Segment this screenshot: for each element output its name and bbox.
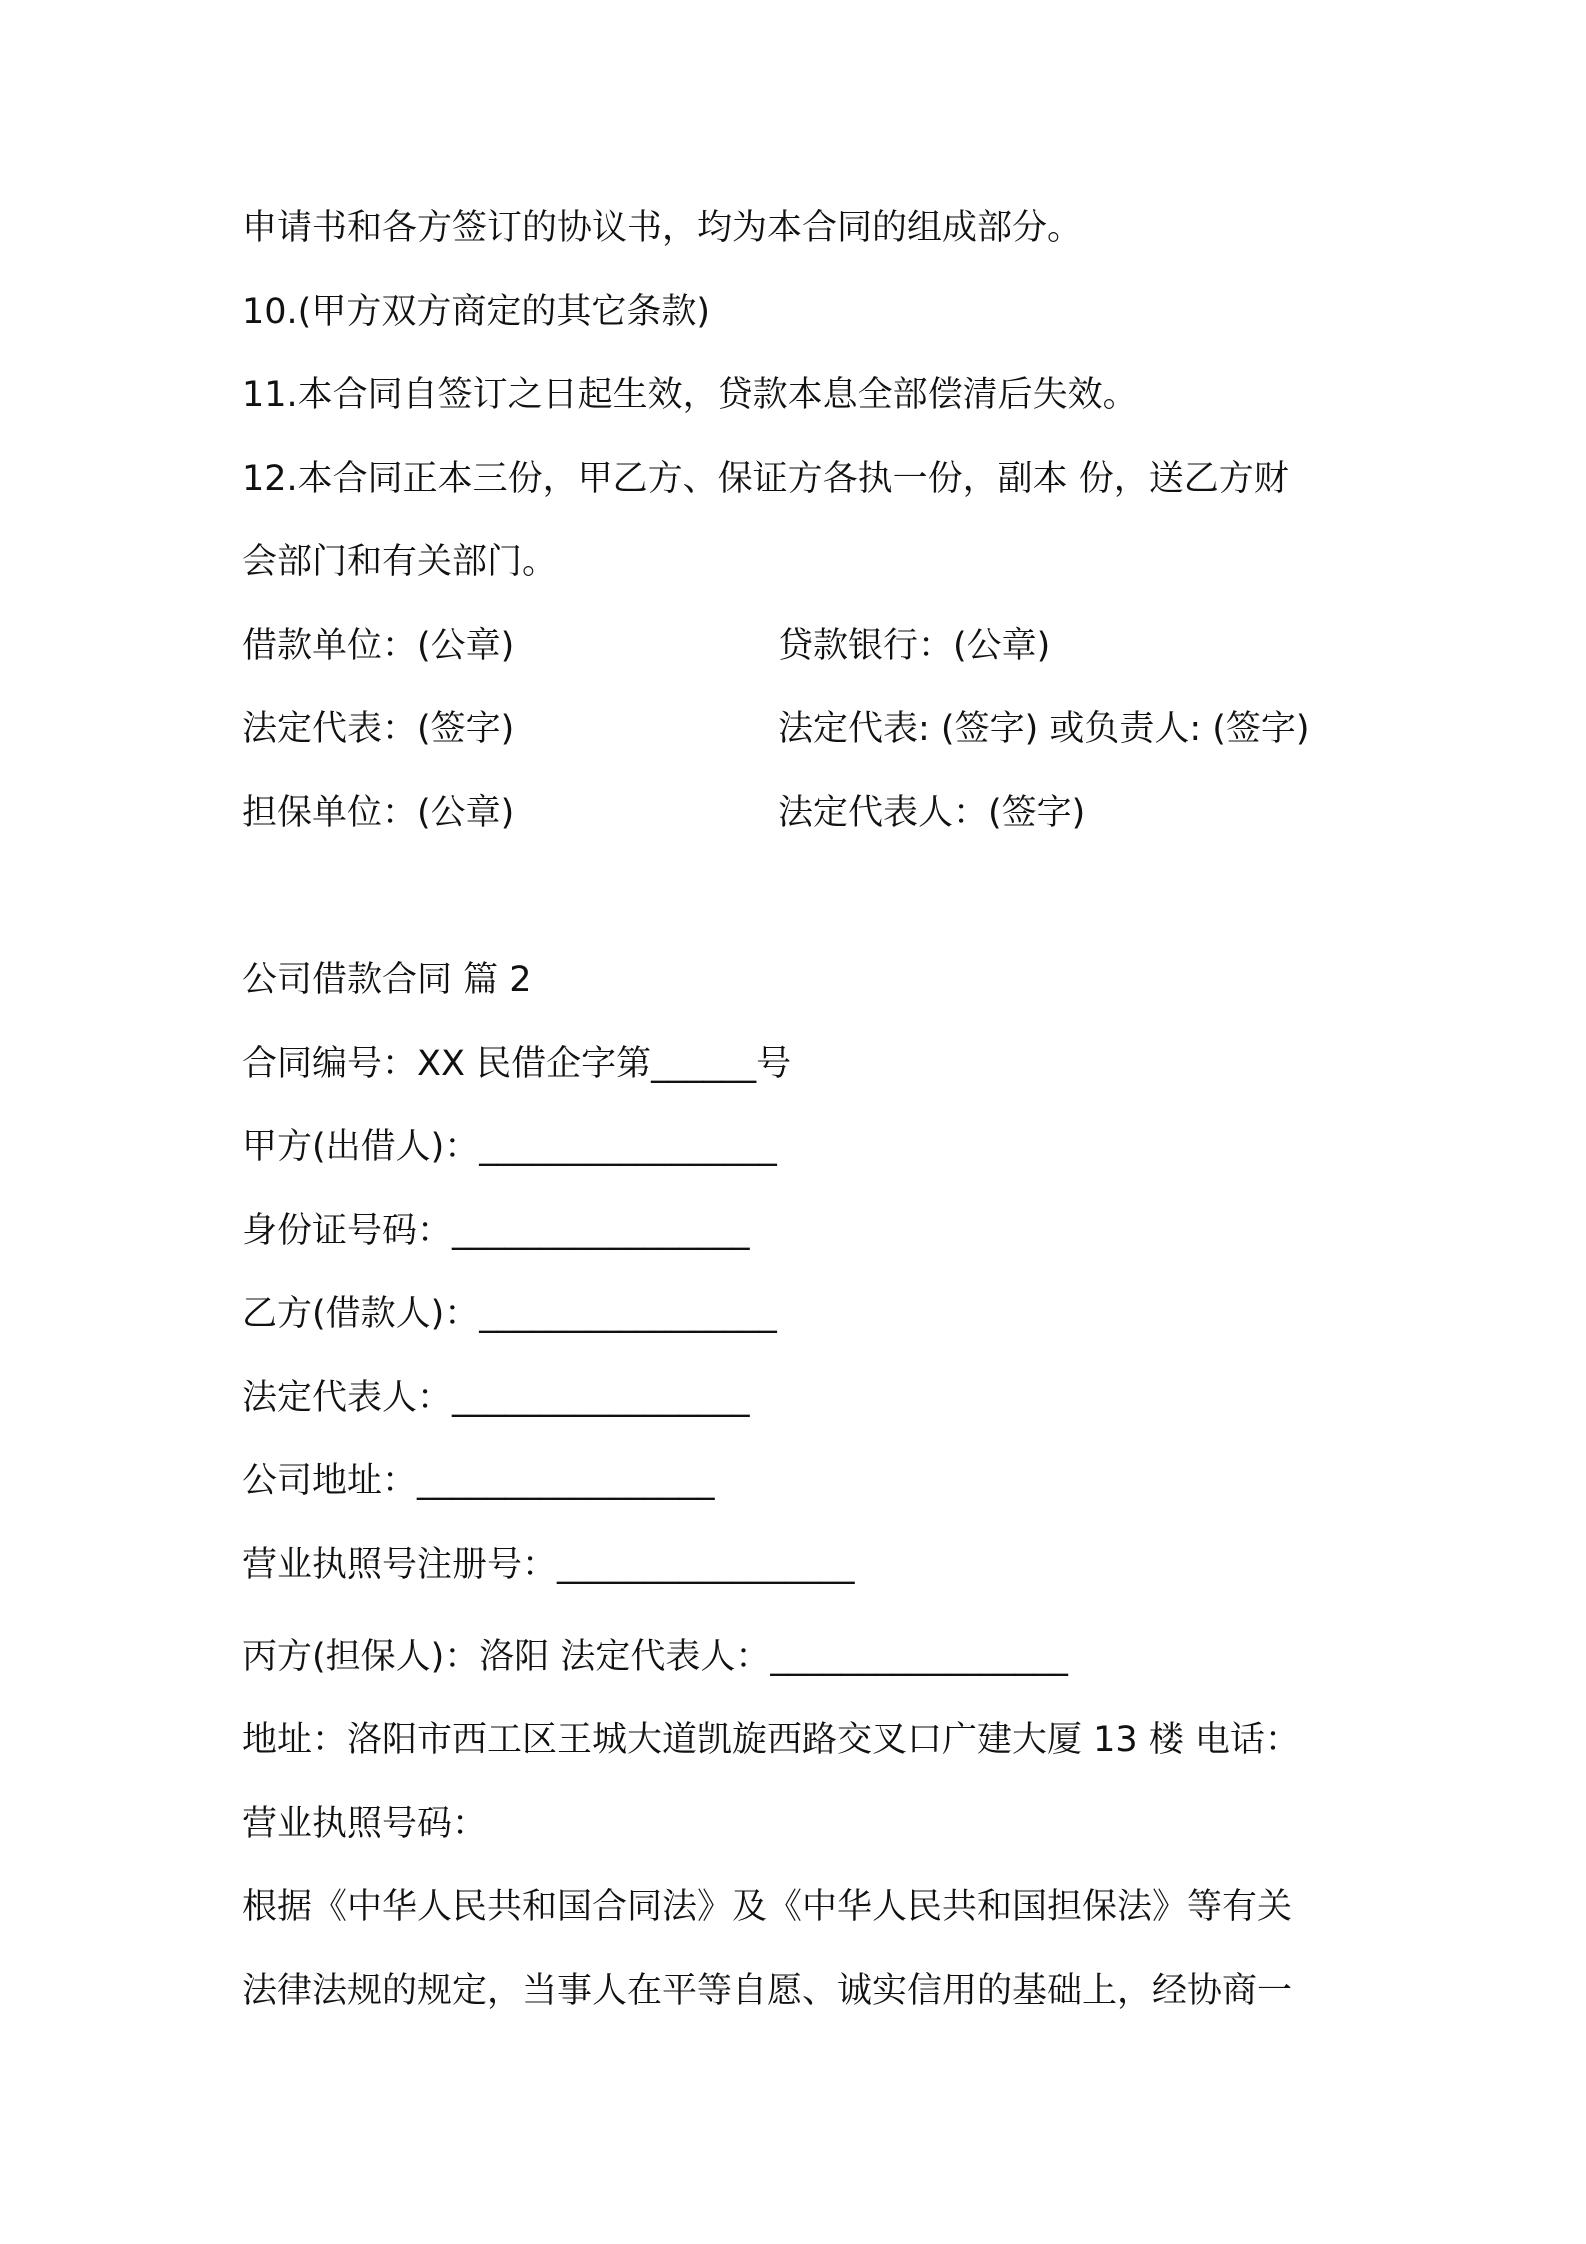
preamble-line-2: 法律法规的规定，当事人在平等自愿、诚实信用的基础上，经协商一 <box>242 1971 1293 2011</box>
legal-rep-signature-left: 法定代表：(签字) <box>242 709 515 749</box>
legal-representative: 法定代表人：_________________ <box>242 1378 750 1418</box>
party-a-lender: 甲方(出借人)：_________________ <box>242 1127 777 1167</box>
company-address: 公司地址：_________________ <box>242 1461 715 1501</box>
clause-11: 11.本合同自签订之日起生效，贷款本息全部偿清后失效。 <box>242 375 1138 415</box>
party-b-borrower: 乙方(借款人)：_________________ <box>242 1294 777 1334</box>
lending-bank-seal: 贷款银行：(公章) <box>778 626 1051 666</box>
business-license-registration: 营业执照号注册号：_________________ <box>242 1545 855 1585</box>
clause-12-line-1: 12.本合同正本三份，甲乙方、保证方各执一份，副本 份，送乙方财 <box>242 459 1289 499</box>
party-c-guarantor: 丙方(担保人)：洛阳 法定代表人：_________________ <box>242 1637 1068 1677</box>
contract-number: 合同编号：XX 民借企字第______号 <box>242 1044 792 1084</box>
borrower-unit-seal: 借款单位：(公章) <box>242 626 515 666</box>
guarantor-unit-seal: 担保单位：(公章) <box>242 793 515 833</box>
legal-rep-signature-right: 法定代表: (签字) 或负责人: (签字) <box>778 709 1310 749</box>
section-title: 公司借款合同 篇 2 <box>242 960 532 1000</box>
id-number: 身份证号码：_________________ <box>242 1211 750 1251</box>
clause-12-line-2: 会部门和有关部门。 <box>242 542 558 582</box>
preamble-line-1: 根据《中华人民共和国合同法》及《中华人民共和国担保法》等有关 <box>242 1887 1293 1927</box>
business-license-number: 营业执照号码： <box>242 1804 488 1844</box>
legal-rep-person-signature: 法定代表人：(签字) <box>778 793 1086 833</box>
guarantor-address: 地址：洛阳市西工区王城大道凯旋西路交叉口广建大厦 13 楼 电话： <box>242 1720 1300 1760</box>
clause-10: 10.(甲方双方商定的其它条款) <box>242 292 710 332</box>
clause-9-continuation: 申请书和各方签订的协议书，均为本合同的组成部分。 <box>242 208 1083 248</box>
